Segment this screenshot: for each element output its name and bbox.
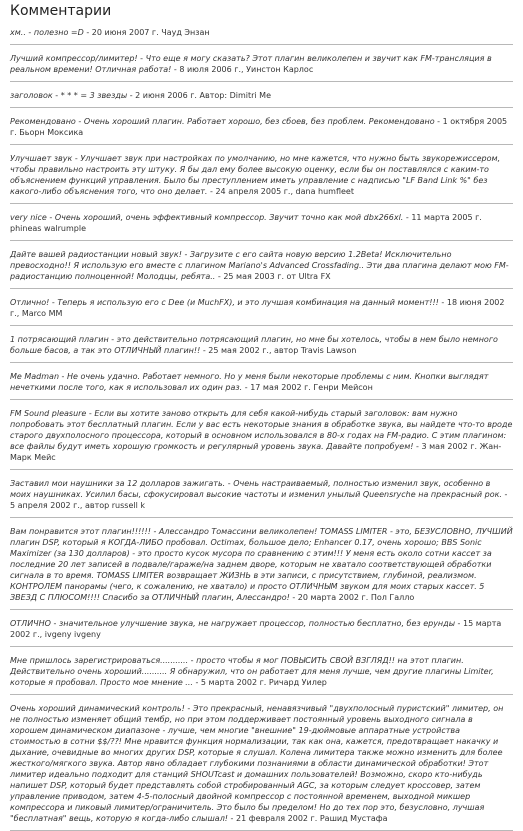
comment-title: Me Madman bbox=[10, 372, 60, 381]
comment-item: FM Sound pleasure - Если вы хотите заново открыть для себя какой-нибудь старый заголовок: вам нужно попробовать этот бесплатный плагин. Если у вас есть некоторые знания в обработке звука, вы найдете что-то вроде старого двухполосного процессора, который в основном использовался в 80-х годах на FM-радио. С этим плагином: все файлы будут иметь хорошую громкость и регулярный уровень звука. Давайте попробуем! - 3 мая 2002 г. Жан-Марк Мейс bbox=[10, 408, 513, 470]
comment-body: Теперь я использую его с Dee (и MuchFX), и это лучшая комбинация на данный момент!!! bbox=[57, 298, 439, 307]
comment-body: Это прекрасный, ненавязчивый "двухполосный пуристский" лимитер, он не полностью изменяет общий тембр, но при этом поддерживает постоянный уровень выходного сигнала в хорошем динамическом диапазоне - лучше, чем многие "внешние" 19-дюймовые аппаратные устройства стоимостью в сотни $$/??! Мне нравится функция нормализации, так как она, кажется, предотвращает накачку и дыхание, очевидные во многих других DSP, которые я слушал. Колена лимитера также можно изменить для более жесткого/мягкого звука. Автор явно обладает глубокими познаниями в области динамической обработки! Этот лимитер идеально подходит для станций SHOUTcast и домашних пользователей! Возможно, скоро кто-нибудь напишет DSP, который будет представлять собой стробированный AGC, за которым следует кроссовер, затем управление приводом, затем 4-5-полосный двойной компрессор с постоянной временем, выходной микшер компрессора и пиковый лимитер/ограничитель. Это было бы пределом! Но до тех пор это, безусловно, лучшая "бесплатная" вещь, которую я когда-либо слышал! bbox=[10, 704, 504, 823]
comment-meta: 11 марта 2005 г. phineas walrumple bbox=[10, 213, 482, 233]
comment-meta: 17 мая 2002 г. Генри Мейсон bbox=[250, 383, 373, 392]
comment-body: Если вы хотите заново открыть для себя какой-нибудь старый заголовок: вам нужно попробовать этот бесплатный плагин. Если у вас есть некоторые знания в обработке звука, вы найдете что-то вроде старого двухполосного процессора, который в основном использовался в 80-х годах на FM-радио. С этим плагином: все файлы будут иметь хорошую громкость и регулярный уровень звука. Давайте попробуем! bbox=[10, 409, 513, 451]
comment-meta: 20 марта 2002 г. Пол Галло bbox=[297, 593, 415, 602]
comment-meta: 5 марта 2002 г. Ричард Уилер bbox=[200, 678, 327, 687]
page-title: Комментарии bbox=[10, 3, 112, 19]
comment-item: 1 потрясающий плагин - это действительно потрясающий плагин, но мне бы хотелось, чтобы в нем было немного больше басов, а так это ОТЛИЧНЫЙ плагин!! - 25 мая 2002 г., автор Travis Lawson bbox=[10, 334, 513, 363]
comment-body: Загрузите с его сайта новую версию 1.2Beta! Исключительно превосходно!! Я использую его вместе с плагином Mariano's Advanced Crossfading.. Эти два плагина делают мою FM-радиостанцию полноценной! Молодцы, ребята.. bbox=[10, 250, 509, 281]
comment-meta: 3 мая 2002 г. Жан-Марк Мейс bbox=[10, 442, 502, 462]
comment-title: Лучший компрессор/лимитер! bbox=[10, 54, 138, 63]
comment-item: Лучший компрессор/лимитер! - Что еще я могу сказать? Этот плагин великолепен и звучит как FM-трансляция в реальном времени! Отличная работа! - 8 июля 2006 г., Уинстон Карлос bbox=[10, 53, 513, 82]
comment-body: Что еще я могу сказать? Этот плагин великолепен и звучит как FM-трансляция в реальном времени! Отличная работа! bbox=[10, 54, 492, 74]
comment-meta: 21 февраля 2002 г. Рашид Мустафа bbox=[236, 814, 388, 823]
comment-title: Дайте вашей радиостанции новый звук! bbox=[10, 250, 182, 259]
comment-body: это действительно потрясающий плагин, но мне бы хотелось, чтобы в нем было немного больше басов, а так это ОТЛИЧНЫЙ плагин!! bbox=[10, 335, 498, 355]
comment-meta: 18 июня 2002 г., Marco MM bbox=[10, 298, 505, 318]
comment-title: Мне пришлось зарегистрироваться........... bbox=[10, 656, 189, 665]
comment-item: Очень хороший динамический контроль! - Это прекрасный, ненавязчивый "двухполосный пуристский" лимитер, он не полностью изменяет общий тембр, но при этом поддерживает постоянный уровень выходного сигнала в хорошем динамическом диапазоне - лучше, чем многие "внешние" 19-дюймовые аппаратные устройства стоимостью в сотни $$/??! Мне нравится функция нормализации, так как она, кажется, предотвращает накачку и дыхание, очевидные во многих других DSP, которые я слушал. Колена лимитера также можно изменить для более жесткого/мягкого звука. Автор явно обладает глубокими познаниями в области динамической обработки! Этот лимитер идеально подходит для станций SHOUTcast и домашних пользователей! Возможно, скоро кто-нибудь напишет DSP, который будет представлять собой стробированный AGC, за которым следует кроссовер, затем управление приводом, затем 4-5-полосный двойной компрессор с постоянной временем, выходной микшер компрессора и пиковый лимитер/ограничитель. Это было бы пределом! Но до тех пор это, безусловно, лучшая "бесплатная" вещь, которую я когда-либо слышал! - 21 февраля 2002 г. Рашид Мустафа bbox=[10, 703, 513, 831]
comment-item: Отлично! - Теперь я использую его с Dee (и MuchFX), и это лучшая комбинация на данный момент!!! - 18 июня 2002 г., Marco MM bbox=[10, 297, 513, 326]
comment-title: FM Sound pleasure bbox=[10, 409, 87, 418]
comment-meta: 5 апреля 2002 г., автор russell k bbox=[10, 501, 145, 510]
comment-item: заголовок - * * * = 3 звезды - 2 июня 2006 г. Автор: Dimitri Me bbox=[10, 90, 513, 108]
comment-item: Заставил мои наушники за 12 долларов зажигать. - Очень настраиваемый, полностью изменил звук, особенно в моих наушниках. Усилил басы, сфокусировал высокие частоты и изменил унылый Queensryche на прекрасный рок. - 5 апреля 2002 г., автор russell k bbox=[10, 478, 513, 518]
comment-title: Отлично! bbox=[10, 298, 50, 307]
comment-item: ОТЛИЧНО - значительное улучшение звука, не нагружает процессор, полностью бесплатно, без ерунды - 15 марта 2002 г., ivgeny ivgeny bbox=[10, 618, 513, 647]
comment-title: 1 потрясающий плагин bbox=[10, 335, 109, 344]
comment-item: Дайте вашей радиостанции новый звук! - Загрузите с его сайта новую версию 1.2Beta! Исключительно превосходно!! Я использую его вместе с плагином Mariano's Advanced Crossfading.. Эти два плагина делают мою FM-радиостанцию полноценной! Молодцы, ребята.. - 25 мая 2003 г. от Ultra FX bbox=[10, 249, 513, 289]
comment-body: * * * = 3 звезды bbox=[60, 91, 128, 100]
comment-body: Не очень удачно. Работает немного. Но у меня были некоторые проблемы с ним. Кнопки выглядят нечеткими после того, как я использовал их один раз. bbox=[10, 372, 489, 392]
comment-title: Очень хороший динамический контроль! bbox=[10, 704, 185, 713]
comment-body: Алессандро Томассини великолепен! TOMASS LIMITER - это, БЕЗУСЛОВНО, ЛУЧШИЙ плагин DSP, который я КОГДА-ЛИБО пробовал. Octimax, большое дело; Enhancer 0.17, очень хорошо; BBS Sonic Maximizer (за 130 долларов) - это просто кусок мусора по сравнению с этим!!! У меня есть около сотни кассет за последние 20 лет записей в подвале/гараже/на заднем дворе, которым не хватало соответствующей обработки сигнала в то время. TOMASS LIMITER возвращает ЖИЗНЬ в эти записи, с присутствием, глубиной, реализмом. КОНТРОЛЕМ панорамы (чего, к сожалению, не хватало) и просто ОТЛИЧНЫМ звуком для моих старых кассет. 5 ЗВЕЗД С ПЛЮСОМ!!!! Спасибо за ОТЛИЧНЫЙ плагин, Алессандро! bbox=[10, 527, 513, 602]
comment-meta: 24 апреля 2005 г., dana humfleet bbox=[215, 187, 354, 196]
comment-title: ОТЛИЧНО bbox=[10, 619, 51, 628]
comment-item: Улучшает звук - Улучшает звук при настройках по умолчанию, но мне кажется, что нужно быть звукорежиссером, чтобы правильно настроить эту штуку. Я бы дал ему более высокую оценку, если бы он поставлялся с каким-то объяснением функций управления. Было бы преступлением иметь управление с надписью "LF Band Link %" без какого-либо объяснения того, что оно делает. - 24 апреля 2005 г., dana humfleet bbox=[10, 153, 513, 204]
comment-item: хм.. - полезно =D - 20 июня 2007 г. Чауд Энзан bbox=[10, 27, 513, 45]
comment-body: Очень настраиваемый, полностью изменил звук, особенно в моих наушниках. Усилил басы, сфокусировал высокие частоты и изменил унылый Queensryche на прекрасный рок. bbox=[10, 479, 502, 499]
comment-meta: 25 мая 2002 г., автор Travis Lawson bbox=[208, 346, 357, 355]
comment-title: Улучшает звук bbox=[10, 154, 73, 163]
comment-title: very nice bbox=[10, 213, 47, 222]
comment-body: Очень хороший, очень эффективный компрессор. Звучит точно как мой dbx266xl. bbox=[54, 213, 404, 222]
comment-item: Вам понравится этот плагин!!!!!! - Алессандро Томассини великолепен! TOMASS LIMITER - это, БЕЗУСЛОВНО, ЛУЧШИЙ плагин DSP, который я КОГДА-ЛИБО пробовал. Octimax, большое дело; Enhancer 0.17, очень хорошо; BBS Sonic Maximizer (за 130 долларов) - это просто кусок мусора по сравнению с этим!!! У меня есть около сотни кассет за последние 20 лет записей в подвале/гараже/на заднем дворе, которым не хватало соответствующей обработки сигнала в то время. TOMASS LIMITER возвращает ЖИЗНЬ в эти записи, с присутствием, глубиной, реализмом. КОНТРОЛЕМ панорамы (чего, к сожалению, не хватало) и просто ОТЛИЧНЫМ звуком для моих старых кассет. 5 ЗВЕЗД С ПЛЮСОМ!!!! Спасибо за ОТЛИЧНЫЙ плагин, Алессандро! - 20 марта 2002 г. Пол Галло bbox=[10, 526, 513, 610]
comment-item: Мне пришлось зарегистрироваться........... - просто чтобы я мог ПОВЫСИТЬ СВОЙ ВЗГЛЯД!! на этот плагин. Действительно очень хороший.......... Я обнаружил, что он работает для меня лучше, чем другие плагины Limiter, которые я пробовал. Просто мое мнение ... - 5 марта 2002 г. Ричард Уилер bbox=[10, 655, 513, 695]
comments-list bbox=[10, 27, 513, 831]
comment-body: просто чтобы я мог ПОВЫСИТЬ СВОЙ ВЗГЛЯД!! на этот плагин. Действительно очень хороший.......... Я обнаружил, что он работает для меня лучше, чем другие плагины Limiter, которые я пробовал. Просто мое мнение ... bbox=[10, 656, 494, 687]
comment-meta: 20 июня 2007 г. Чауд Энзан bbox=[91, 28, 210, 37]
comment-body: Улучшает звук при настройках по умолчанию, но мне кажется, что нужно быть звукорежиссером, чтобы правильно настроить эту штуку. Я бы дал ему более высокую оценку, если бы он поставлялся с каким-то объяснением функций управления. Было бы преступлением иметь управление с надписью "LF Band Link %" без какого-либо объяснения того, что оно делает. bbox=[10, 154, 501, 196]
comment-meta: 1 октября 2005 г. Бьорн Моксика bbox=[10, 117, 508, 137]
comment-body: Очень хороший плагин. Работает хорошо, без сбоев, без проблем. Рекомендовано bbox=[83, 117, 435, 126]
comment-title: Вам понравится этот плагин!!!!!! bbox=[10, 527, 151, 536]
comment-meta: 2 июня 2006 г. Автор: Dimitri Me bbox=[135, 91, 271, 100]
comment-body: значительное улучшение звука, не нагружает процессор, полностью бесплатно, без ерунды bbox=[58, 619, 456, 628]
comment-item: very nice - Очень хороший, очень эффективный компрессор. Звучит точно как мой dbx266xl. - 11 марта 2005 г. phineas walrumple bbox=[10, 212, 513, 241]
comment-body: полезно =D bbox=[33, 28, 84, 37]
comment-meta: 8 июля 2006 г., Уинстон Карлос bbox=[179, 65, 314, 74]
comment-title: Рекомендовано bbox=[10, 117, 76, 126]
comment-title: заголовок bbox=[10, 91, 53, 100]
comment-meta: 25 мая 2003 г. от Ultra FX bbox=[223, 272, 331, 281]
comment-title: хм.. bbox=[10, 28, 26, 37]
comment-item: Рекомендовано - Очень хороший плагин. Работает хорошо, без сбоев, без проблем. Рекомендовано - 1 октября 2005 г. Бьорн Моксика bbox=[10, 116, 513, 145]
comment-title: Заставил мои наушники за 12 долларов зажигать. bbox=[10, 479, 226, 488]
comment-item: Me Madman - Не очень удачно. Работает немного. Но у меня были некоторые проблемы с ним. Кнопки выглядят нечеткими после того, как я использовал их один раз. - 17 мая 2002 г. Генри Мейсон bbox=[10, 371, 513, 400]
comment-meta: 15 марта 2002 г., ivgeny ivgeny bbox=[10, 619, 502, 639]
